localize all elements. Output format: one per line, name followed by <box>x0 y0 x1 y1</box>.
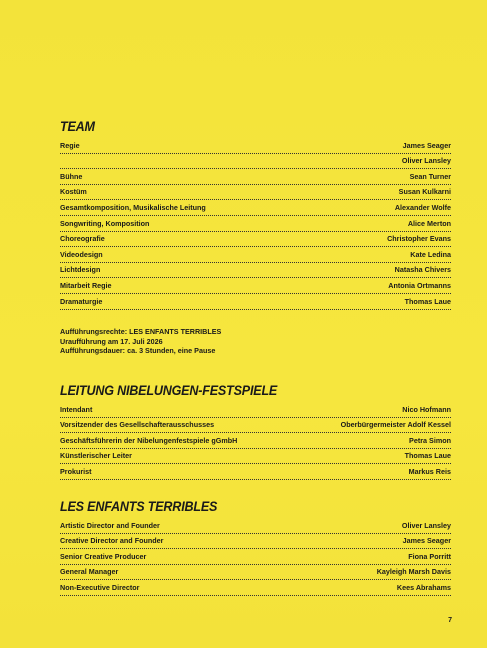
leitung-name: Thomas Laue <box>404 451 451 461</box>
production-notes <box>60 327 221 356</box>
team-name: Thomas Laue <box>404 296 451 306</box>
leitung-role: Vorsitzender des Gesellschafterausschusses <box>60 420 215 430</box>
team-role: Choreografie <box>60 234 105 244</box>
leitung-row <box>60 464 451 480</box>
enfants-name: Kees Abrahams <box>396 583 451 593</box>
enfants-name: Kayleigh Marsh Davis <box>376 567 451 577</box>
enfants-row <box>60 565 451 581</box>
page-number: 7 <box>448 617 452 624</box>
enfants-role: Creative Director and Founder <box>60 536 164 546</box>
team-row <box>60 232 451 248</box>
team-row <box>60 294 451 310</box>
team-row <box>60 278 451 294</box>
team-role: Kostüm <box>60 187 87 197</box>
leitung-row <box>60 449 451 465</box>
team-name: Natasha Chivers <box>394 265 451 275</box>
enfants-heading: LES ENFANTS TERRIBLES <box>60 499 218 514</box>
enfants-role: Non-Executive Director <box>60 583 140 593</box>
team-role: Dramaturgie <box>60 296 103 306</box>
team-row <box>60 169 451 185</box>
team-name: Susan Kulkarni <box>398 187 451 197</box>
leitung-role: Prokurist <box>60 467 92 477</box>
team-role: Regie <box>60 140 80 150</box>
team-row <box>60 200 451 216</box>
team-row <box>60 216 451 232</box>
team-name: Alexander Wolfe <box>394 203 451 213</box>
enfants-name: James Seager <box>402 536 451 546</box>
leitung-row <box>60 433 451 449</box>
team-name: James Seager <box>402 140 451 150</box>
team-heading: TEAM <box>60 119 95 134</box>
team-name: Antonia Ortmanns <box>388 281 451 291</box>
team-name: Christopher Evans <box>387 234 451 244</box>
leitung-row <box>60 418 451 434</box>
team-role: Lichtdesign <box>60 265 101 275</box>
enfants-name: Fiona Porritt <box>408 551 451 561</box>
team-role: Gesamtkomposition, Musikalische Leitung <box>60 203 206 213</box>
team-name: Kate Ledina <box>410 249 451 259</box>
enfants-list <box>60 518 451 596</box>
rights-note: Aufführungsrechte: LES ENFANTS TERRIBLES <box>60 327 222 336</box>
team-row <box>60 247 451 263</box>
enfants-role: Senior Creative Producer <box>60 551 147 561</box>
leitung-role: Künstlerischer Leiter <box>60 451 132 461</box>
leitung-role: Geschäftsführerin der Nibelungenfestspiele gGmbH <box>60 435 238 445</box>
team-name: Oliver Lansley <box>401 156 451 166</box>
leitung-name: Nico Hofmann <box>402 404 451 414</box>
leitung-name: Oberbürgermeister Adolf Kessel <box>340 420 451 430</box>
leitung-name: Petra Simon <box>409 435 451 445</box>
leitung-heading: LEITUNG NIBELUNGEN-FESTSPIELE <box>60 383 278 398</box>
team-role: Videodesign <box>60 249 103 259</box>
enfants-name: Oliver Lansley <box>401 520 451 530</box>
enfants-role: General Manager <box>60 567 119 577</box>
team-role: Mitarbeit Regie <box>60 281 112 291</box>
enfants-row <box>60 580 451 596</box>
team-name: Sean Turner <box>409 171 451 181</box>
team-row <box>60 185 451 201</box>
team-row <box>60 154 451 170</box>
enfants-row <box>60 518 451 534</box>
team-name: Alice Merton <box>407 218 451 228</box>
team-role: Bühne <box>60 171 83 181</box>
team-list <box>60 138 451 310</box>
enfants-row <box>60 534 451 550</box>
leitung-row <box>60 402 451 418</box>
team-role: Songwriting, Komposition <box>60 218 150 228</box>
team-row <box>60 138 451 154</box>
leitung-role: Intendant <box>60 404 93 414</box>
enfants-row <box>60 549 451 565</box>
leitung-list <box>60 402 451 480</box>
premiere-note: Uraufführung am 17. Juli 2026 <box>60 336 163 346</box>
enfants-role: Artistic Director and Founder <box>60 520 160 530</box>
leitung-name: Markus Reis <box>408 467 451 477</box>
duration-note: Aufführungsdauer: ca. 3 Stunden, eine Pause <box>60 346 216 356</box>
team-row <box>60 263 451 279</box>
